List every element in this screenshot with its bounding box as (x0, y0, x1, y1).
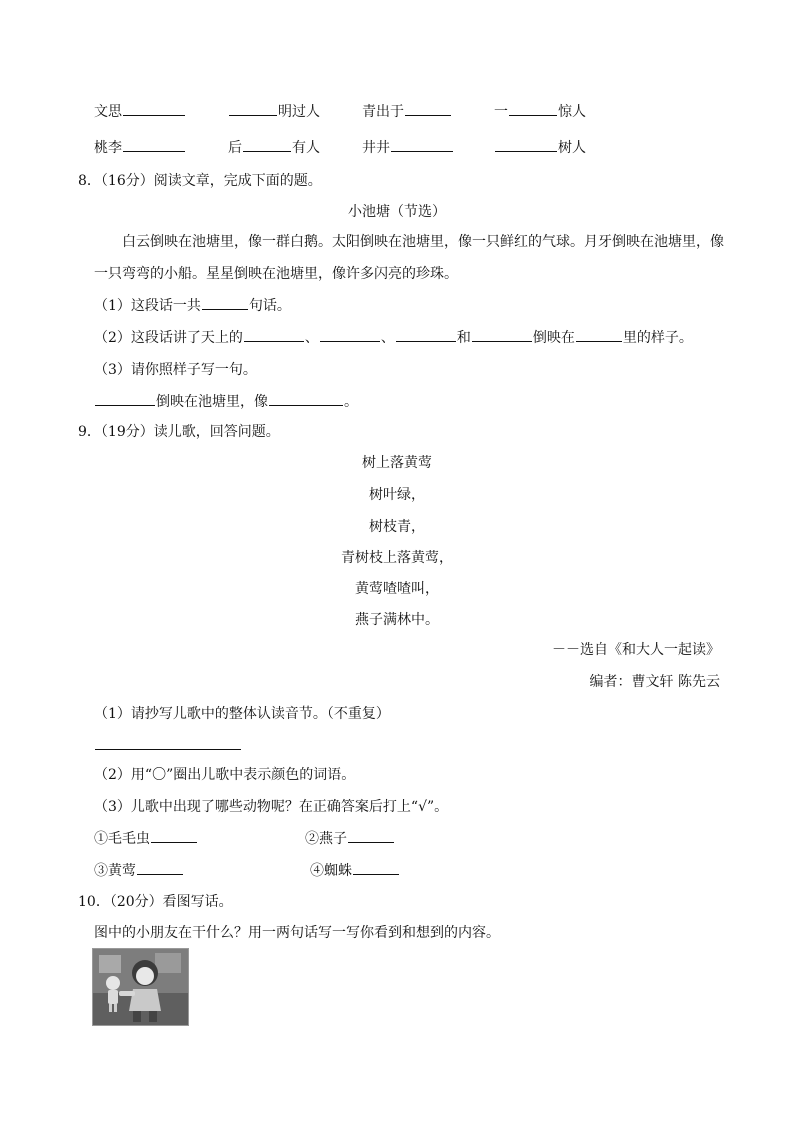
child-with-robot-illustration (93, 949, 188, 1025)
q8-sub2: （2）这段话讲了天上的 、 、 和 倒映在 里的样子。 (94, 327, 693, 349)
blank[interactable] (244, 327, 304, 342)
idiom-2-2: 后 有人 (228, 137, 320, 159)
idiom-1-2: 明过人 (228, 101, 320, 123)
idiom-2-3: 井井 (362, 137, 454, 159)
poem-editors: 编者：曹文轩 陈先云 (589, 674, 720, 690)
blank[interactable] (95, 391, 155, 406)
child-with-robot-photo (92, 948, 189, 1026)
blank[interactable] (472, 327, 532, 342)
blank[interactable] (396, 327, 456, 342)
q8-sub3-answer: 倒映在池塘里，像 。 (94, 391, 358, 413)
blank[interactable] (509, 101, 557, 116)
q9-sub2: （2）用“〇”圈出儿歌中表示颜色的词语。 (94, 767, 356, 783)
poem-source: －－选自《和大人一起读》 (552, 642, 720, 658)
checkbox-blank[interactable] (348, 828, 394, 843)
q8-header: 8．（16分）阅读文章，完成下面的题。 (78, 173, 322, 189)
q9-header: 9．（19分）读儿歌，回答问题。 (78, 424, 280, 440)
q9-sub1: （1）请抄写儿歌中的整体认读音节。（不重复） (94, 706, 390, 722)
poem-title: 树上落黄莺 (362, 455, 432, 471)
checkbox-blank[interactable] (353, 860, 399, 875)
poem-line: 青树枝上落黄莺， (341, 550, 453, 566)
idiom-1-1: 文思 (94, 101, 186, 123)
blank[interactable] (123, 137, 185, 152)
blank[interactable] (405, 101, 451, 116)
q8-title: 小池塘（节选） (348, 204, 446, 220)
blank[interactable] (123, 101, 185, 116)
q8-paragraph-line1: 白云倒映在池塘里，像一群白鹅。太阳倒映在池塘里，像一只鲜红的气球。月牙倒映在池塘里，像 (122, 234, 724, 250)
poem-line: 黄莺喳喳叫， (355, 581, 439, 597)
poem-line: 燕子满林中。 (355, 612, 439, 628)
blank[interactable] (243, 137, 291, 152)
q9-sub3: （3）儿歌中出现了哪些动物呢？在正确答案后打上“√”。 (94, 799, 449, 815)
idiom-2-1: 桃李 (94, 137, 186, 159)
poem-line: 树枝青， (369, 519, 425, 535)
idiom-1-3: 青出于 (362, 101, 452, 123)
q10-prompt: 图中的小朋友在干什么？用一两句话写一写你看到和想到的内容。 (94, 925, 500, 941)
blank[interactable] (320, 327, 380, 342)
idiom-1-4: 一 惊人 (494, 101, 586, 123)
option-oriole: ③黄莺 (94, 860, 184, 882)
idiom-2-4: 树人 (494, 137, 586, 159)
poem-line: 树叶绿， (369, 487, 425, 503)
q10-header: 10．（20分）看图写话。 (78, 894, 233, 910)
blank[interactable] (269, 391, 343, 406)
blank[interactable] (391, 137, 453, 152)
blank[interactable] (229, 101, 277, 116)
option-swallow: ②燕子 (305, 828, 395, 850)
checkbox-blank[interactable] (137, 860, 183, 875)
option-spider: ④蜘蛛 (310, 860, 400, 882)
checkbox-blank[interactable] (151, 828, 197, 843)
blank[interactable] (95, 735, 241, 750)
q8-paragraph-line2: 一只弯弯的小船。星星倒映在池塘里，像许多闪亮的珍珠。 (94, 266, 458, 282)
q8-sub3: （3）请你照样子写一句。 (94, 362, 257, 378)
blank[interactable] (495, 137, 557, 152)
option-caterpillar: ①毛毛虫 (94, 828, 198, 850)
blank[interactable] (202, 295, 248, 310)
q9-sub1-answer-line[interactable] (94, 735, 242, 757)
blank[interactable] (576, 327, 622, 342)
q8-sub1: （1）这段话一共 句话。 (94, 295, 291, 317)
